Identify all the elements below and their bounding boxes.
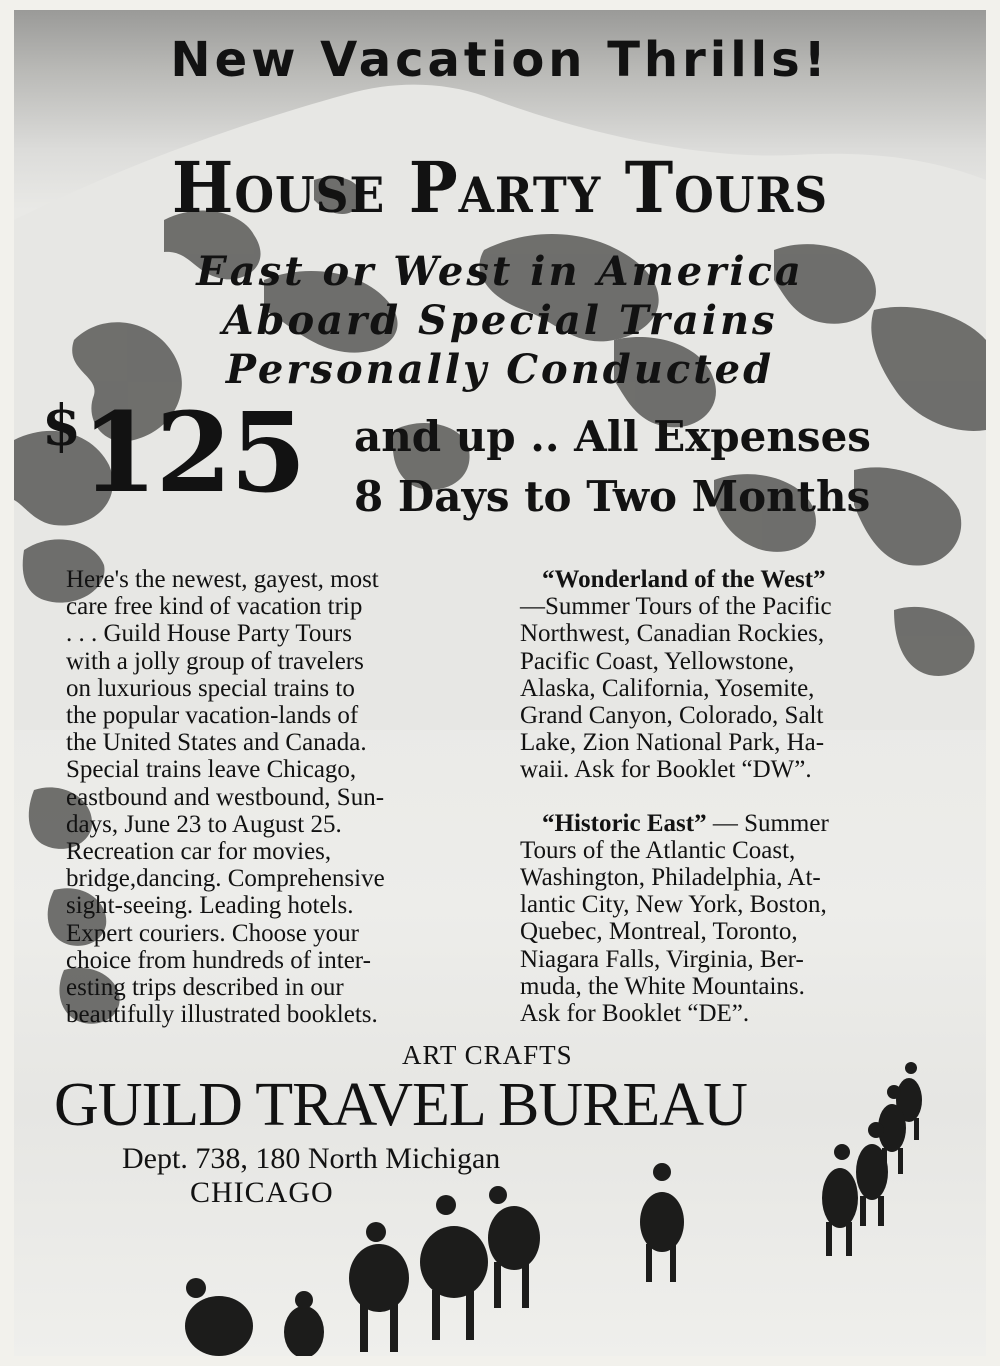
subhead-trains: Aboard Special Trains	[222, 297, 778, 344]
body-line: eastbound and westbound, Sun-	[66, 783, 385, 811]
west-line: Lake, Zion National Park, Ha-	[520, 729, 825, 757]
horse-rider	[284, 1291, 324, 1356]
price	[42, 388, 305, 517]
horse-rider	[488, 1186, 540, 1308]
east-line: lantic City, New York, Boston,	[520, 891, 827, 919]
horse-rider	[420, 1195, 488, 1340]
body-line: days, June 23 to August 25.	[66, 810, 342, 838]
body-line: the United States and Canada.	[66, 729, 367, 757]
body-line: Special trains leave Chicago,	[66, 756, 357, 784]
horse-rider	[349, 1222, 409, 1352]
body-line: . . . Guild House Party Tours	[66, 620, 352, 648]
east-line: Tours of the Atlantic Coast,	[520, 836, 796, 864]
horse-rider	[640, 1163, 684, 1282]
subhead-conducted: Personally Conducted	[225, 346, 775, 393]
body-line: on luxurious special trains to	[66, 674, 355, 702]
west-tours-title: “Wonderland of the West”	[542, 566, 826, 593]
body-line: choice from hundreds of inter-	[66, 946, 371, 974]
body-line: bridge,dancing. Comprehensive	[66, 865, 385, 893]
body-line: the popular vacation-lands of	[66, 702, 359, 730]
west-tours-heading	[520, 566, 832, 593]
west-line: Northwest, Canadian Rockies,	[520, 620, 825, 648]
price-currency-symbol: $	[42, 393, 79, 459]
body-copy-left	[66, 566, 385, 1028]
west-line: Alaska, California, Yosemite,	[520, 674, 815, 702]
body-line: sight-seeing. Leading hotels.	[66, 892, 354, 920]
east-line: muda, the White Mountains.	[520, 972, 805, 1000]
horse-rider	[185, 1278, 253, 1356]
price-amount: 125	[80, 388, 305, 517]
east-tours-title: “Historic East”	[542, 809, 707, 837]
west-line: Grand Canyon, Colorado, Salt	[520, 702, 824, 730]
west-line: waii. Ask for Booklet “DW”.	[520, 756, 812, 784]
horse-rider	[822, 1144, 858, 1256]
price-terms-expenses: and up .. All Expenses	[354, 412, 871, 461]
sponsor-prefix: ART CRAFTS	[402, 1040, 573, 1070]
body-copy-right	[520, 566, 832, 1027]
sponsor-name: GUILD TRAVEL BUREAU	[54, 1071, 747, 1139]
east-line: Niagara Falls, Virginia, Ber-	[520, 945, 804, 973]
title: House Party Tours	[171, 146, 829, 229]
body-line: with a jolly group of travelers	[66, 647, 364, 675]
east-tours-heading-tail: — Summer	[706, 809, 829, 837]
body-line: Recreation car for movies,	[66, 838, 332, 866]
west-line: Pacific Coast, Yellowstone,	[520, 647, 795, 675]
east-tours-heading	[520, 810, 832, 837]
headline: New Vacation Thrills!	[170, 32, 830, 88]
body-line: care free kind of vacation trip	[66, 593, 363, 621]
east-line: Ask for Booklet “DE”.	[520, 1000, 750, 1028]
east-line: Washington, Philadelphia, At-	[520, 864, 821, 892]
body-line: esting trips described in our	[66, 974, 344, 1002]
body-line: beautifully illustrated booklets.	[66, 1001, 378, 1029]
sponsor-address: Dept. 738, 180 North Michigan	[122, 1142, 501, 1175]
east-line: Quebec, Montreal, Toronto,	[520, 918, 798, 946]
sponsor-city: CHICAGO	[190, 1176, 334, 1209]
paragraph-spacer	[520, 784, 832, 810]
body-line: Here's the newest, gayest, most	[66, 566, 379, 593]
subhead-destination: East or West in America	[196, 248, 804, 295]
price-terms-duration: 8 Days to Two Months	[354, 472, 871, 521]
west-line: —Summer Tours of the Pacific	[520, 593, 832, 621]
advertisement	[14, 10, 986, 1356]
body-line: Expert couriers. Choose your	[66, 919, 359, 947]
